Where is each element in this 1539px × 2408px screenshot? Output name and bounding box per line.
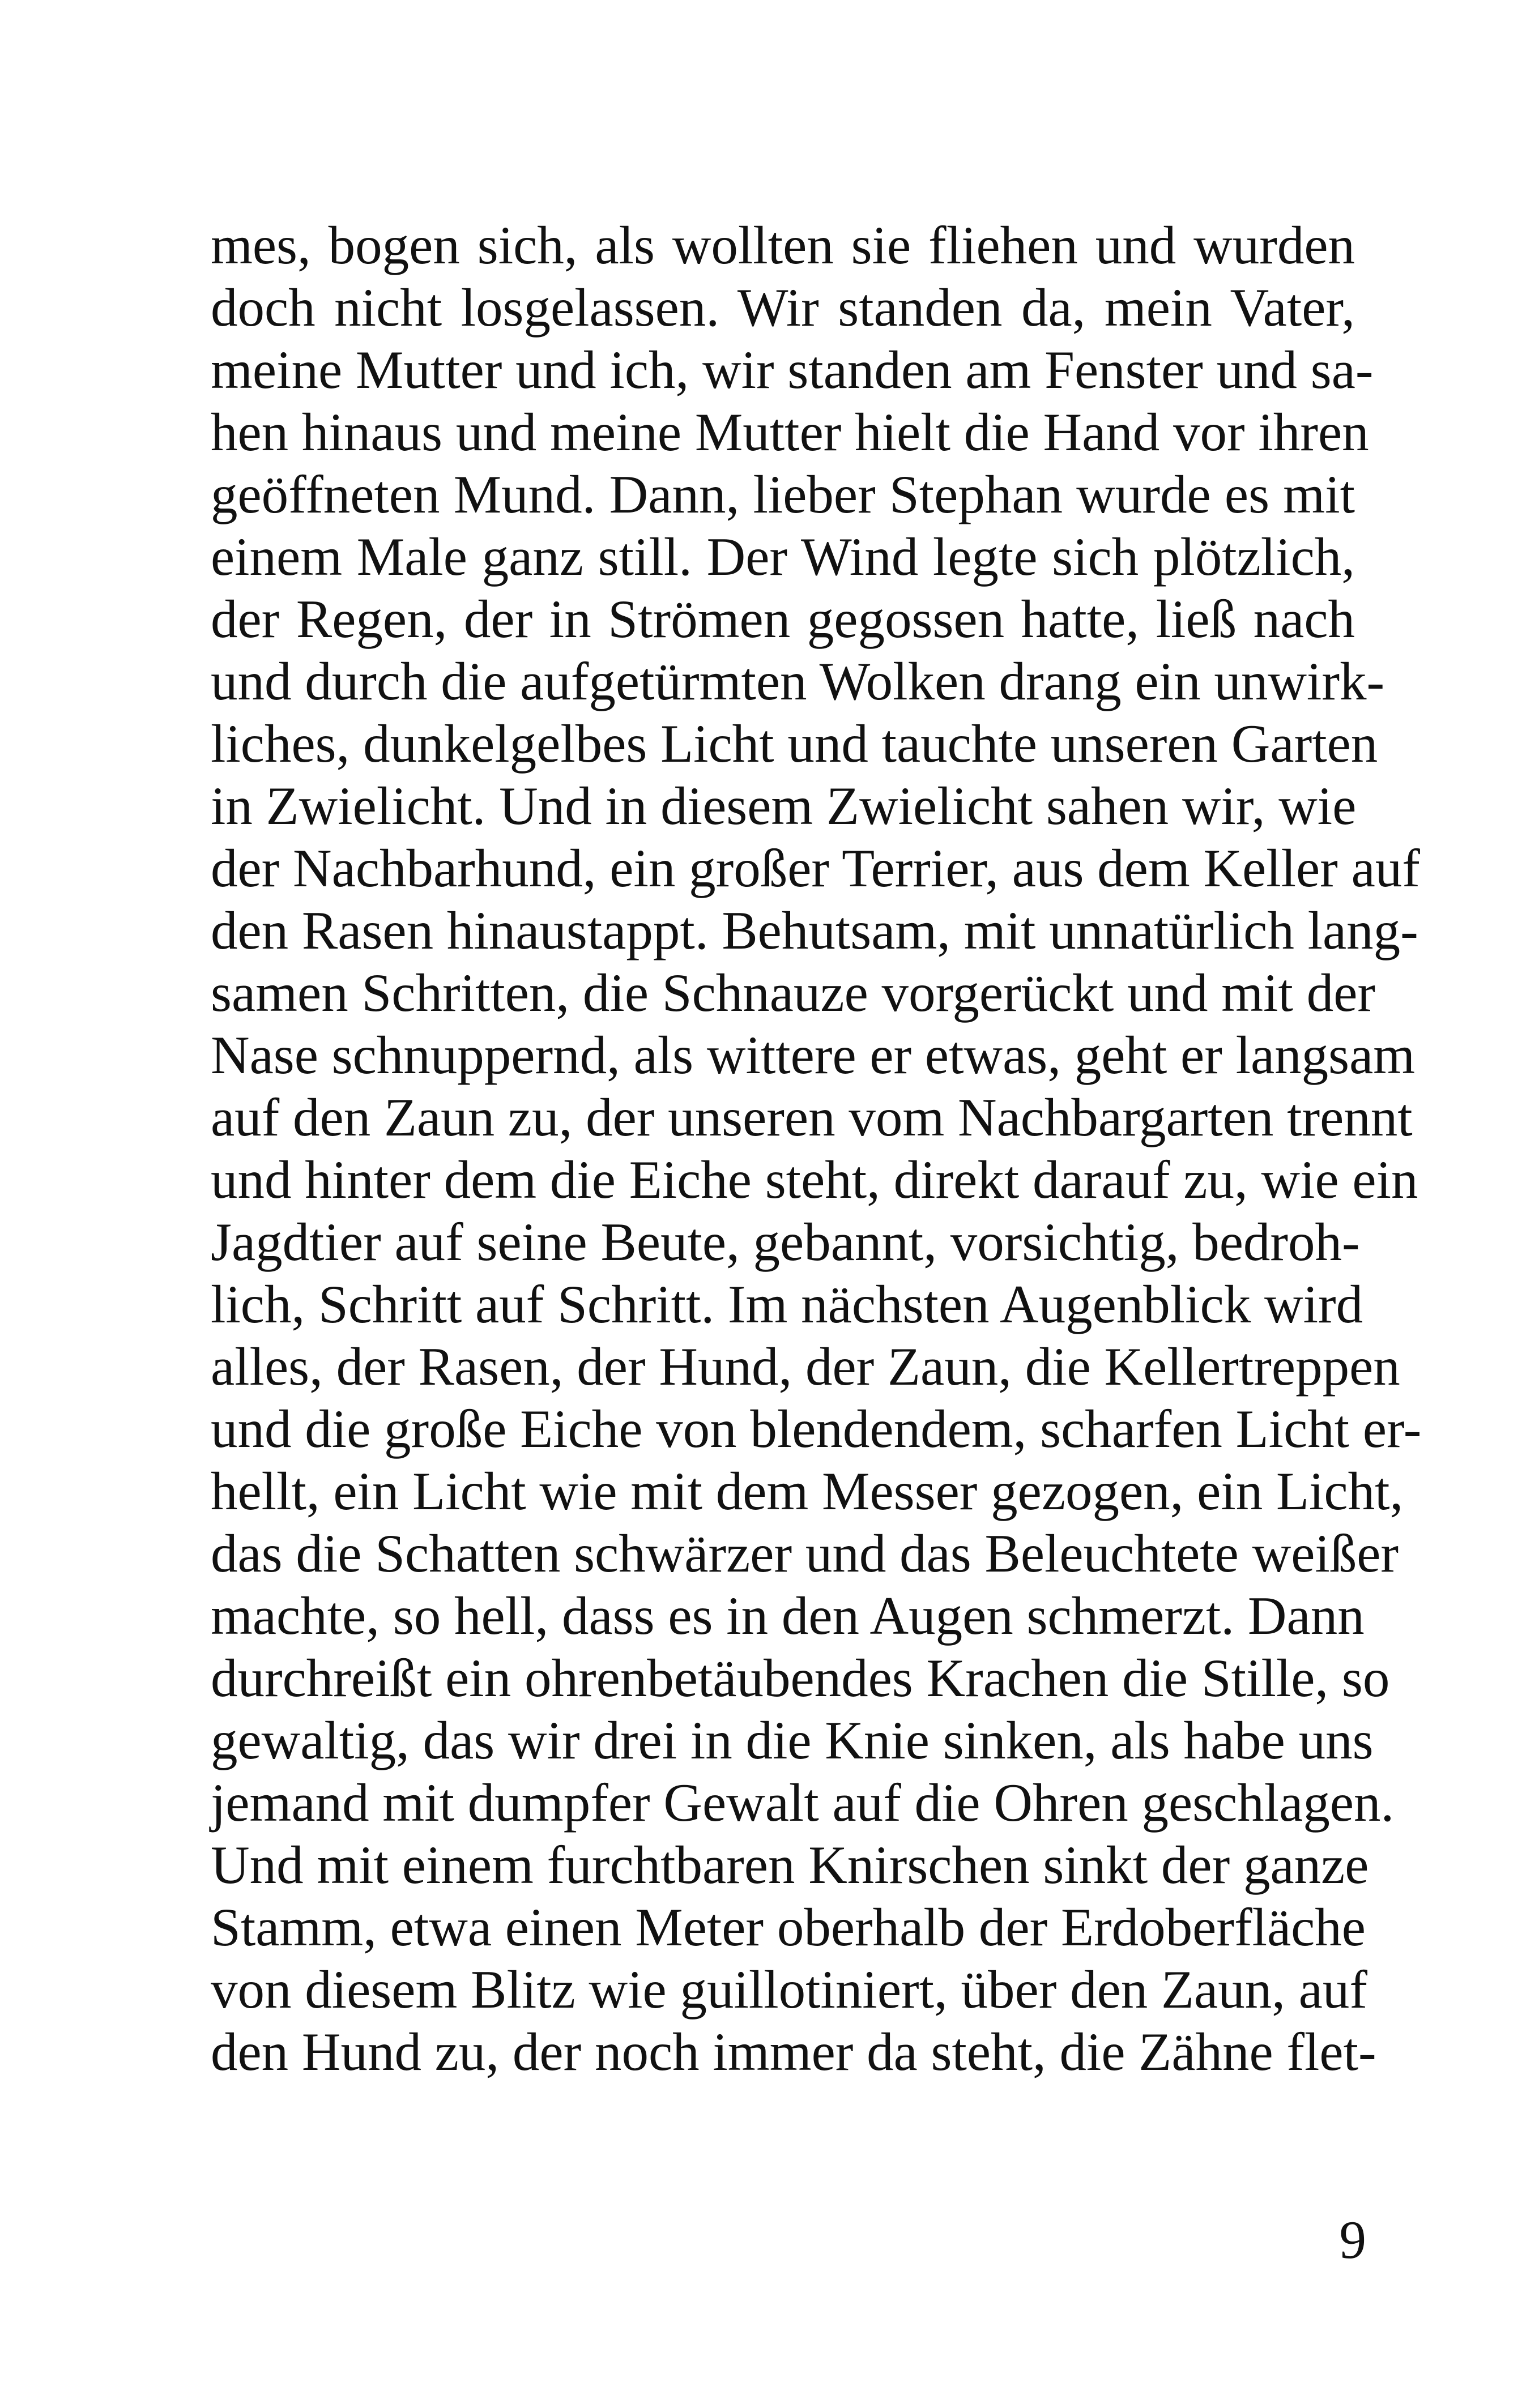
text-line: den Hund zu, der noch immer da steht, die Zähne flet-	[211, 2022, 1376, 2082]
text-line: doch nicht losgelassen. Wir standen da, mein Vater,	[211, 277, 1355, 338]
text-line: samen Schritten, die Schnauze vorgerückt und mit der	[211, 963, 1375, 1023]
text-line: mes, bogen sich, als wollten sie fliehen und wurden	[211, 215, 1355, 275]
text-line: durchreißt ein ohrenbetäubendes Krachen die Stille, so	[211, 1648, 1390, 1708]
text-line: den Rasen hinaustappt. Behutsam, mit unnatürlich lang-	[211, 900, 1418, 960]
text-line: der Regen, der in Strömen gegossen hatte, ließ nach	[211, 589, 1355, 649]
text-line: alles, der Rasen, der Hund, der Zaun, die Kellertreppen	[211, 1337, 1400, 1397]
text-line: liches, dunkelgelbes Licht und tauchte unseren Garten	[211, 714, 1378, 774]
text-line: das die Schatten schwärzer und das Beleuchtete weißer	[211, 1523, 1399, 1583]
text-line: hellt, ein Licht wie mit dem Messer gezogen, ein Licht,	[211, 1461, 1404, 1521]
text-line: und durch die aufgetürmten Wolken drang ein unwirk-	[211, 651, 1385, 711]
text-line: in Zwielicht. Und in diesem Zwielicht sahen wir, wie	[211, 776, 1357, 836]
text-line: lich, Schritt auf Schritt. Im nächsten Augenblick wird	[211, 1274, 1363, 1334]
text-line: meine Mutter und ich, wir standen am Fenster und sa-	[211, 340, 1374, 400]
text-line: Nase schnuppernd, als wittere er etwas, geht er langsam	[211, 1025, 1416, 1085]
text-line: Stamm, etwa einen Meter oberhalb der Erdoberfläche	[211, 1897, 1366, 1957]
body-text	[211, 214, 1422, 2083]
text-line: auf den Zaun zu, der unseren vom Nachbargarten trennt	[211, 1087, 1413, 1147]
text-line: machte, so hell, dass es in den Augen schmerzt. Dann	[211, 1586, 1365, 1646]
text-line: der Nachbarhund, ein großer Terrier, aus dem Keller auf	[211, 838, 1420, 898]
text-line: gewaltig, das wir drei in die Knie sinken, als habe uns	[211, 1710, 1374, 1770]
text-line: Jagdtier auf seine Beute, gebannt, vorsichtig, bedroh-	[211, 1212, 1360, 1272]
text-line: von diesem Blitz wie guillotiniert, über den Zaun, auf	[211, 1959, 1367, 2020]
text-line: Und mit einem furchtbaren Knirschen sinkt der ganze	[211, 1835, 1369, 1895]
text-line: jemand mit dumpfer Gewalt auf die Ohren geschlagen.	[211, 1773, 1395, 1833]
text-line: einem Male ganz still. Der Wind legte sich plötzlich,	[211, 527, 1355, 587]
text-line: und die große Eiche von blendendem, scharfen Licht er-	[211, 1399, 1422, 1459]
text-line: geöffneten Mund. Dann, lieber Stephan wurde es mit	[211, 464, 1355, 524]
text-line: hen hinaus und meine Mutter hielt die Hand vor ihren	[211, 402, 1369, 462]
text-line: und hinter dem die Eiche steht, direkt darauf zu, wie ein	[211, 1150, 1418, 1210]
page-number: 9	[1339, 2210, 1366, 2270]
